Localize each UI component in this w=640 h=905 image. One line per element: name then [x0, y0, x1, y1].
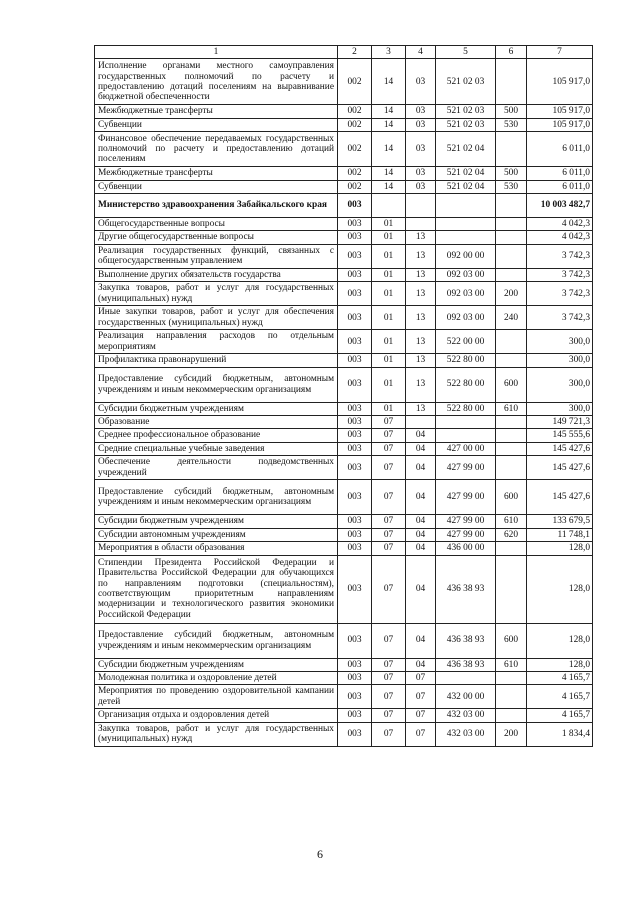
row-code: 003: [338, 354, 372, 367]
row-amount: 105 917,0: [527, 59, 593, 105]
row-code: 003: [338, 515, 372, 528]
row-code: 003: [338, 402, 372, 415]
row-target-article: 432 00 00: [436, 685, 496, 709]
table-row: [95, 456, 593, 480]
row-target-article: 436 38 93: [436, 623, 496, 658]
table-row: [95, 528, 593, 541]
row-expense-type: 610: [496, 515, 527, 528]
row-target-article: 521 02 04: [436, 180, 496, 193]
table-row: [95, 268, 593, 281]
row-name: Мероприятия по проведению оздоровительной кампании детей: [95, 685, 338, 709]
row-code: 003: [338, 480, 372, 515]
row-name: Другие общегосударственные вопросы: [95, 231, 338, 244]
row-name: Субсидии бюджетным учреждениям: [95, 515, 338, 528]
table-row: [95, 194, 593, 218]
row-target-article: 522 80 00: [436, 367, 496, 402]
row-target-article: [436, 231, 496, 244]
row-subsection: 04: [406, 456, 436, 480]
row-amount: 128,0: [527, 658, 593, 671]
row-section: 07: [372, 429, 406, 442]
row-subsection: 07: [406, 671, 436, 684]
row-subsection: 03: [406, 118, 436, 131]
row-expense-type: 500: [496, 167, 527, 180]
row-section: 01: [372, 367, 406, 402]
row-amount: 300,0: [527, 402, 593, 415]
row-section: 07: [372, 722, 406, 746]
row-name: Закупка товаров, работ и услуг для государственных (муниципальных) нужд: [95, 282, 338, 306]
row-code: 003: [338, 194, 372, 218]
row-expense-type: [496, 59, 527, 105]
row-amount: 128,0: [527, 542, 593, 555]
row-name: Обеспечение деятельности подведомственных учреждений: [95, 456, 338, 480]
row-name: Закупка товаров, работ и услуг для государственных (муниципальных) нужд: [95, 722, 338, 746]
row-target-article: 092 00 00: [436, 244, 496, 268]
row-expense-type: [496, 456, 527, 480]
row-section: 14: [372, 167, 406, 180]
row-amount: 4 165,7: [527, 671, 593, 684]
table-row: [95, 442, 593, 455]
row-section: 01: [372, 282, 406, 306]
row-name: Стипендии Президента Российской Федерации и Правительства Российской Федерации для обучающихся по направлениям подготовки (специальностям), соответствующим приоритетным направлениям модернизации и технологического развития экономики Российской Федерации: [95, 555, 338, 623]
row-code: 003: [338, 658, 372, 671]
row-subsection: 03: [406, 167, 436, 180]
row-amount: 6 011,0: [527, 180, 593, 193]
row-target-article: 427 00 00: [436, 442, 496, 455]
table-row: [95, 515, 593, 528]
row-code: 003: [338, 685, 372, 709]
row-amount: 128,0: [527, 555, 593, 623]
table-row: [95, 658, 593, 671]
row-name: Мероприятия в области образования: [95, 542, 338, 555]
row-section: 14: [372, 132, 406, 167]
header-cell: 6: [496, 46, 527, 59]
row-section: 01: [372, 244, 406, 268]
row-target-article: 432 03 00: [436, 722, 496, 746]
table-row: [95, 105, 593, 118]
row-expense-type: [496, 218, 527, 231]
row-subsection: 03: [406, 132, 436, 167]
row-amount: 3 742,3: [527, 268, 593, 281]
row-section: 07: [372, 555, 406, 623]
row-subsection: 04: [406, 658, 436, 671]
row-code: 003: [338, 709, 372, 722]
row-section: 01: [372, 231, 406, 244]
row-expense-type: 200: [496, 722, 527, 746]
row-name: Общегосударственные вопросы: [95, 218, 338, 231]
table-row: [95, 354, 593, 367]
row-section: [372, 194, 406, 218]
row-subsection: [406, 218, 436, 231]
row-target-article: 427 99 00: [436, 456, 496, 480]
row-amount: 3 742,3: [527, 306, 593, 330]
row-name: Межбюджетные трансферты: [95, 105, 338, 118]
row-expense-type: [496, 354, 527, 367]
row-amount: 11 748,1: [527, 528, 593, 541]
row-subsection: [406, 194, 436, 218]
row-code: 003: [338, 429, 372, 442]
row-expense-type: [496, 268, 527, 281]
row-section: 14: [372, 105, 406, 118]
row-expense-type: 610: [496, 658, 527, 671]
row-target-article: 522 80 00: [436, 402, 496, 415]
table-row: [95, 402, 593, 415]
row-code: 003: [338, 555, 372, 623]
row-subsection: 13: [406, 367, 436, 402]
row-name: Субсидии бюджетным учреждениям: [95, 402, 338, 415]
table-row: [95, 429, 593, 442]
row-target-article: 521 02 03: [436, 59, 496, 105]
row-expense-type: 200: [496, 282, 527, 306]
row-expense-type: [496, 442, 527, 455]
row-target-article: 521 02 03: [436, 105, 496, 118]
row-subsection: 04: [406, 429, 436, 442]
row-amount: 4 165,7: [527, 685, 593, 709]
row-target-article: 436 38 93: [436, 658, 496, 671]
row-subsection: 03: [406, 59, 436, 105]
row-expense-type: 600: [496, 480, 527, 515]
row-subsection: 13: [406, 244, 436, 268]
row-amount: 133 679,5: [527, 515, 593, 528]
row-target-article: 092 03 00: [436, 268, 496, 281]
header-cell: 2: [338, 46, 372, 59]
row-expense-type: [496, 709, 527, 722]
row-amount: 105 917,0: [527, 105, 593, 118]
header-cell: 4: [406, 46, 436, 59]
row-subsection: 07: [406, 722, 436, 746]
row-amount: 10 003 482,7: [527, 194, 593, 218]
row-target-article: 432 03 00: [436, 709, 496, 722]
row-amount: 4 042,3: [527, 231, 593, 244]
row-code: 003: [338, 542, 372, 555]
table-row: [95, 231, 593, 244]
row-expense-type: 620: [496, 528, 527, 541]
row-name: Предоставление субсидий бюджетным, автономным учреждениям и иным некоммерческим организациям: [95, 480, 338, 515]
table-row: [95, 685, 593, 709]
row-expense-type: [496, 194, 527, 218]
row-amount: 300,0: [527, 330, 593, 354]
row-expense-type: [496, 429, 527, 442]
row-code: 002: [338, 180, 372, 193]
row-subsection: 04: [406, 623, 436, 658]
row-amount: 149 721,3: [527, 416, 593, 429]
row-code: 003: [338, 330, 372, 354]
row-code: 003: [338, 282, 372, 306]
row-section: 07: [372, 623, 406, 658]
row-code: 003: [338, 268, 372, 281]
row-target-article: [436, 416, 496, 429]
row-name: Исполнение органами местного самоуправления государственных полномочий по расчету и предоставлению дотаций поселениям на выравнивание бюджетной обеспеченности: [95, 59, 338, 105]
row-name: Организация отдыха и оздоровления детей: [95, 709, 338, 722]
row-code: 003: [338, 722, 372, 746]
row-expense-type: 240: [496, 306, 527, 330]
row-section: 14: [372, 59, 406, 105]
row-expense-type: [496, 555, 527, 623]
row-amount: 4 042,3: [527, 218, 593, 231]
row-section: 14: [372, 118, 406, 131]
row-code: 003: [338, 671, 372, 684]
row-expense-type: 530: [496, 180, 527, 193]
row-subsection: 13: [406, 330, 436, 354]
row-code: 002: [338, 59, 372, 105]
row-section: 07: [372, 542, 406, 555]
row-name: Субвенции: [95, 118, 338, 131]
row-code: 003: [338, 416, 372, 429]
row-subsection: 13: [406, 282, 436, 306]
row-section: 01: [372, 330, 406, 354]
row-code: 003: [338, 367, 372, 402]
row-code: 003: [338, 244, 372, 268]
header-cell: 7: [527, 46, 593, 59]
row-expense-type: 610: [496, 402, 527, 415]
row-name: Реализация государственных функций, связанных с общегосударственным управлением: [95, 244, 338, 268]
row-code: 003: [338, 623, 372, 658]
row-name: Финансовое обеспечение передаваемых государственных полномочий по расчету и предоставлению дотаций поселениям: [95, 132, 338, 167]
row-expense-type: [496, 416, 527, 429]
table-row: [95, 282, 593, 306]
table-row: [95, 555, 593, 623]
row-expense-type: 600: [496, 367, 527, 402]
table-row: [95, 330, 593, 354]
table-row: [95, 306, 593, 330]
row-expense-type: 530: [496, 118, 527, 131]
row-section: 07: [372, 685, 406, 709]
row-amount: 1 834,4: [527, 722, 593, 746]
row-section: 14: [372, 180, 406, 193]
row-code: 003: [338, 306, 372, 330]
row-name: Средние специальные учебные заведения: [95, 442, 338, 455]
row-target-article: 427 99 00: [436, 515, 496, 528]
row-subsection: [406, 416, 436, 429]
row-target-article: 522 80 00: [436, 354, 496, 367]
row-section: 07: [372, 658, 406, 671]
row-name: Министерство здравоохранения Забайкальского края: [95, 194, 338, 218]
row-target-article: 436 00 00: [436, 542, 496, 555]
row-subsection: 04: [406, 442, 436, 455]
row-target-article: [436, 194, 496, 218]
row-section: 07: [372, 416, 406, 429]
row-expense-type: [496, 330, 527, 354]
table-row: [95, 244, 593, 268]
row-section: 01: [372, 402, 406, 415]
row-target-article: 522 00 00: [436, 330, 496, 354]
table-row: [95, 480, 593, 515]
row-target-article: 521 02 03: [436, 118, 496, 131]
row-section: 07: [372, 671, 406, 684]
row-name: Среднее профессиональное образование: [95, 429, 338, 442]
row-subsection: 13: [406, 268, 436, 281]
row-target-article: [436, 671, 496, 684]
header-cell: 5: [436, 46, 496, 59]
row-expense-type: [496, 132, 527, 167]
table-row: [95, 132, 593, 167]
row-name: Выполнение других обязательств государства: [95, 268, 338, 281]
row-subsection: 13: [406, 306, 436, 330]
row-subsection: 04: [406, 480, 436, 515]
row-amount: 105 917,0: [527, 118, 593, 131]
table-row: [95, 416, 593, 429]
header-cell: 3: [372, 46, 406, 59]
row-section: 07: [372, 480, 406, 515]
row-name: Реализация направления расходов по отдельным мероприятиям: [95, 330, 338, 354]
row-expense-type: [496, 671, 527, 684]
row-subsection: 03: [406, 105, 436, 118]
table-row: [95, 367, 593, 402]
row-section: 07: [372, 709, 406, 722]
row-subsection: 07: [406, 685, 436, 709]
row-section: 07: [372, 442, 406, 455]
row-target-article: 521 02 04: [436, 167, 496, 180]
table-row: [95, 118, 593, 131]
row-name: Субвенции: [95, 180, 338, 193]
row-amount: 145 427,6: [527, 442, 593, 455]
row-section: 07: [372, 515, 406, 528]
row-code: 002: [338, 105, 372, 118]
row-expense-type: [496, 685, 527, 709]
row-target-article: 092 03 00: [436, 282, 496, 306]
table-row: [95, 180, 593, 193]
row-target-article: 092 03 00: [436, 306, 496, 330]
row-section: 07: [372, 528, 406, 541]
row-section: 07: [372, 456, 406, 480]
table-row: [95, 59, 593, 105]
row-section: 01: [372, 218, 406, 231]
row-name: Иные закупки товаров, работ и услуг для обеспечения государственных (муниципальных) нужд: [95, 306, 338, 330]
row-subsection: 04: [406, 515, 436, 528]
row-name: Субсидии автономным учреждениям: [95, 528, 338, 541]
row-amount: 300,0: [527, 367, 593, 402]
row-code: 003: [338, 528, 372, 541]
row-code: 003: [338, 231, 372, 244]
row-section: 01: [372, 354, 406, 367]
table-row: [95, 671, 593, 684]
row-expense-type: [496, 542, 527, 555]
row-section: 01: [372, 268, 406, 281]
row-target-article: 427 99 00: [436, 480, 496, 515]
row-amount: 128,0: [527, 623, 593, 658]
row-expense-type: [496, 231, 527, 244]
row-target-article: [436, 218, 496, 231]
row-amount: 145 427,6: [527, 480, 593, 515]
row-code: 003: [338, 442, 372, 455]
table-row: [95, 623, 593, 658]
row-subsection: 07: [406, 709, 436, 722]
row-subsection: 13: [406, 402, 436, 415]
row-amount: 145 427,6: [527, 456, 593, 480]
header-cell: 1: [95, 46, 338, 59]
row-target-article: 427 99 00: [436, 528, 496, 541]
row-name: Субсидии бюджетным учреждениям: [95, 658, 338, 671]
row-name: Межбюджетные трансферты: [95, 167, 338, 180]
row-expense-type: 600: [496, 623, 527, 658]
row-target-article: 521 02 04: [436, 132, 496, 167]
row-expense-type: [496, 244, 527, 268]
row-target-article: [436, 429, 496, 442]
table-row: [95, 542, 593, 555]
table-row: [95, 709, 593, 722]
row-code: 002: [338, 118, 372, 131]
row-subsection: 03: [406, 180, 436, 193]
budget-table: [94, 45, 593, 747]
table-body: [95, 46, 593, 747]
row-subsection: 04: [406, 528, 436, 541]
row-amount: 4 165,7: [527, 709, 593, 722]
row-code: 002: [338, 132, 372, 167]
table-row: [95, 722, 593, 746]
row-code: 003: [338, 456, 372, 480]
row-name: Молодежная политика и оздоровление детей: [95, 671, 338, 684]
row-amount: 6 011,0: [527, 167, 593, 180]
row-section: 01: [372, 306, 406, 330]
row-amount: 3 742,3: [527, 244, 593, 268]
page-number: 6: [317, 847, 323, 861]
row-code: 003: [338, 218, 372, 231]
row-subsection: 04: [406, 542, 436, 555]
row-name: Предоставление субсидий бюджетным, автономным учреждениям и иным некоммерческим организациям: [95, 623, 338, 658]
row-name: Предоставление субсидий бюджетным, автономным учреждениям и иным некоммерческим организациям: [95, 367, 338, 402]
row-subsection: 04: [406, 555, 436, 623]
table-row: [95, 218, 593, 231]
row-name: Образование: [95, 416, 338, 429]
row-amount: 6 011,0: [527, 132, 593, 167]
row-amount: 145 555,6: [527, 429, 593, 442]
row-subsection: 13: [406, 231, 436, 244]
row-name: Профилактика правонарушений: [95, 354, 338, 367]
row-amount: 3 742,3: [527, 282, 593, 306]
row-amount: 300,0: [527, 354, 593, 367]
row-target-article: 436 38 93: [436, 555, 496, 623]
row-expense-type: 500: [496, 105, 527, 118]
row-code: 002: [338, 167, 372, 180]
row-subsection: 13: [406, 354, 436, 367]
table-header-row: [95, 46, 593, 59]
table-row: [95, 167, 593, 180]
